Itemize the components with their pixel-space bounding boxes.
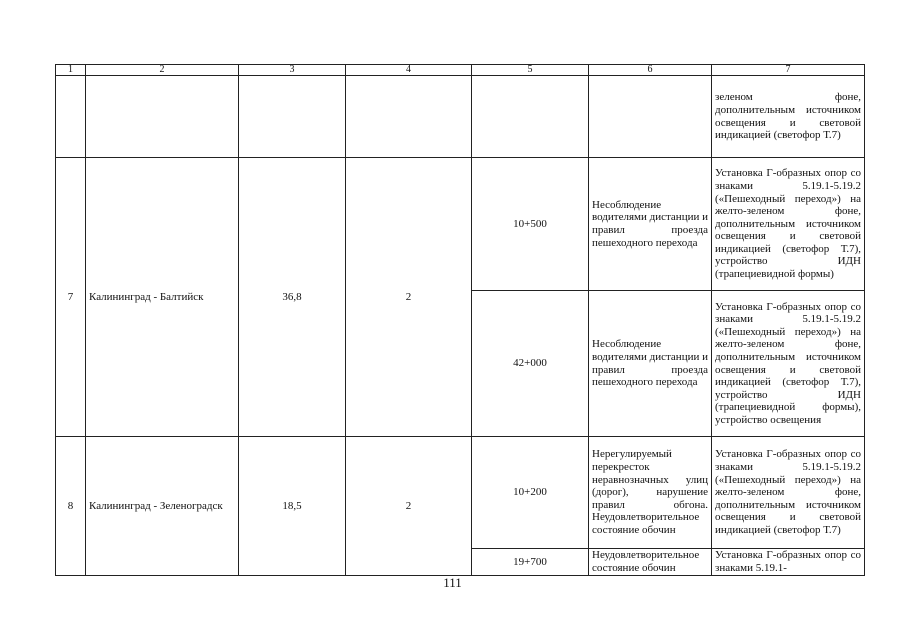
road-name: Калининград - Зеленоградск	[86, 437, 239, 576]
column-header: 1	[56, 65, 86, 76]
table-row	[56, 158, 865, 291]
column-header: 6	[589, 65, 712, 76]
km-location: 10+200	[472, 437, 589, 549]
column-header: 7	[712, 65, 865, 76]
column-header: 4	[346, 65, 472, 76]
table-row	[56, 437, 865, 549]
continuation-row	[56, 76, 865, 158]
road-category: 2	[346, 158, 472, 437]
page-number: 111	[443, 575, 462, 590]
column-header: 2	[86, 65, 239, 76]
issue-cell: Несоблюдение водителями дистанции и правил проезда пешеходного перехода	[589, 291, 712, 437]
measures-cell: Установка Г-образных опор со знаками 5.19.1-5.19.2 («Пешеходный переход») на желто-зеленом фоне, дополнительным источником освещения и световой индикацией (светофор Т.7), устройство ИДН (трапециевидной формы)	[712, 158, 865, 291]
measures-cell: Установка Г-образных опор со знаками 5.19.1-	[712, 549, 865, 576]
column-header: 5	[472, 65, 589, 76]
row-number: 7	[56, 158, 86, 437]
row-number: 8	[56, 437, 86, 576]
road-name: Калининград - Балтийск	[86, 158, 239, 437]
road-length: 18,5	[239, 437, 346, 576]
measures-cell: зеленом фоне, дополнительным источником освещения и световой индикацией (светофор Т.7)	[712, 76, 865, 158]
road-category: 2	[346, 437, 472, 576]
data-table	[55, 64, 865, 576]
road-length: 36,8	[239, 158, 346, 437]
km-location: 10+500	[472, 158, 589, 291]
column-header: 3	[239, 65, 346, 76]
measures-cell: Установка Г-образных опор со знаками 5.19.1-5.19.2 («Пешеходный переход») на желто-зеленом фоне, дополнительным источником освещения и световой индикацией (светофор Т.7), устройство ИДН (трапециевидной формы), устройство освещения	[712, 291, 865, 437]
km-location: 19+700	[472, 549, 589, 576]
issue-cell: Нерегулируемый перекресток неравнозначных улиц (дорог), нарушение правил обгона. Неудовлетворительное состояние обочин	[589, 437, 712, 549]
issue-cell: Неудовлетворительное состояние обочин	[589, 549, 712, 576]
issue-cell: Несоблюдение водителями дистанции и правил проезда пешеходного перехода	[589, 158, 712, 291]
column-number-row	[56, 65, 865, 76]
km-location: 42+000	[472, 291, 589, 437]
measures-cell: Установка Г-образных опор со знаками 5.19.1-5.19.2 («Пешеходный переход») на желто-зеленом фоне, дополнительным источником освещения и световой индикацией (светофор Т.7)	[712, 437, 865, 549]
